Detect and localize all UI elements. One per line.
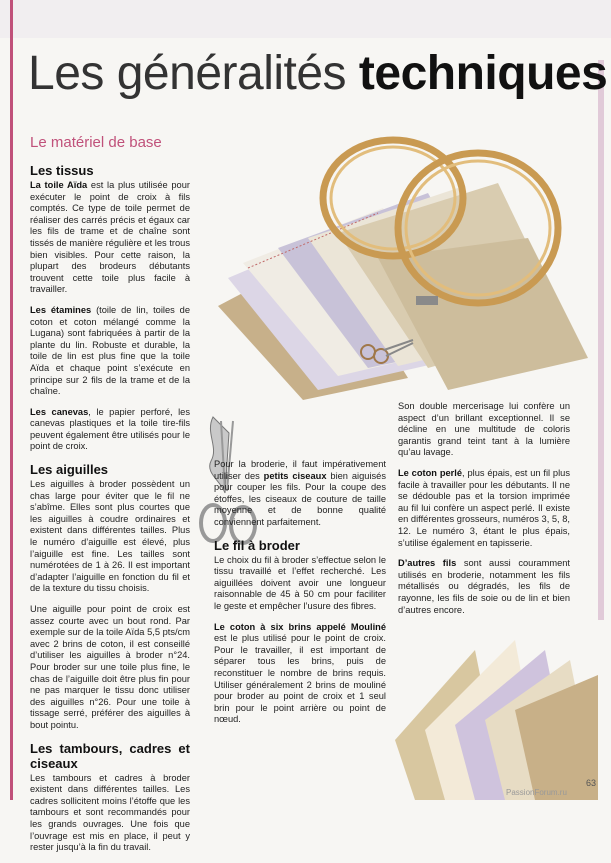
- term-aida: La toile Aïda: [30, 180, 88, 190]
- term-etamines: Les étamines: [30, 304, 92, 315]
- paragraph-autres-fils: [398, 558, 570, 616]
- title-bold: techniques: [358, 47, 608, 100]
- paragraph-etamines: [30, 305, 190, 398]
- title-light: Les généralités: [28, 47, 347, 100]
- paragraph-mouline: [214, 622, 386, 726]
- text-mouline: est le plus utilisé pour le point de croix. Pour le travailler, il est important de séparer tous les brins, puis de reconstituer le nombre de brins requis. Utiliser généralement 2 brins de mouliné pour broder au point de croix et 1 seul brin pour le point arrière ou point de nœud.: [214, 633, 386, 725]
- paragraph-aiguilles-2: Une aiguille pour point de croix est assez courte avec un bout rond. Par exemple sur de la toile Aïda 5,5 pts/cm avec 2 brins de coton, il est conseillé d’utiliser les aiguilles à broder n°24. Pour broder sur une toile plus fine, le chas de l’aiguille doit être plus fin pour ne pas marquer le tissu donc utiliser des aiguilles n°26. Pour une toile à tissage serré, préférer des aiguilles à bout pointu.: [30, 604, 190, 730]
- text-ciseaux-pre: Pour la broderie, il faut impérativement utiliser des: [214, 459, 386, 481]
- paragraph-aiguilles-1: Les aiguilles à broder possèdent un chas large pour éviter que le fil ne s’abîme. Elles sont plus courtes que les aiguilles à coudre ordinaires et existent dans différentes tailles. Plus le numéro d’aiguille est élevé, plus l’aiguille est fine. Les tailles sont numérotées de 1 à 26. Il est important d’adapter l’aiguille en fonction du fil et de la texture du tissu choisis.: [30, 479, 190, 594]
- paragraph-perle: [398, 468, 570, 549]
- watermark: PassionForum.ru: [506, 788, 567, 797]
- section-title: Le matériel de base: [30, 134, 162, 151]
- text-autres-fils: sont aussi couramment utilisés en broderie, notamment les fils métallisés ou dégradés, les fils de rayonne, les fils de soie ou de lin et bien d’autres encore.: [398, 558, 571, 615]
- term-autres-fils: D’autres fils: [398, 558, 457, 569]
- text-canevas: , le papier perforé, les canevas plastiques et la toile tire-fils peuvent également être utilisés pour le point de croix.: [30, 406, 190, 452]
- right-accent-bar: [598, 60, 604, 620]
- column-1: [30, 159, 190, 863]
- column-3: [398, 401, 570, 625]
- paragraph-aida: [30, 180, 190, 296]
- page-number: 63: [586, 778, 597, 788]
- heading-tissus: Les tissus: [30, 163, 94, 178]
- term-ciseaux: petits ciseaux: [263, 470, 327, 481]
- heading-tambours: Les tambours, cadres et ciseaux: [30, 740, 190, 771]
- fabric-fan-photo: [395, 630, 598, 800]
- heading-aiguilles: Les aiguilles: [30, 462, 109, 478]
- paragraph-tambours-1: Les tambours et cadres à broder existent dans différentes tailles. Les cadres sollicitent moins l’étoffe que les tambours et sont recommandés pour les grands ouvrages. Une fois que l’ouvrage est mis en place, il peut y rester jusqu’à la fin du travail.: [30, 772, 190, 853]
- page-title: [28, 46, 607, 102]
- text-etamines: (toile de lin, toiles de coton et coton mélangé comme la Lugana) sont fabriquées à partir de la plante du lin. Robuste et durable, la toile de lin est plus fine que la toile Aïda et chaque point s’exécute en principe sur 2 fils de la trame et de la chaîne.: [30, 304, 190, 397]
- fabrics-hoops-photo: [208, 128, 598, 400]
- paragraph-ciseaux: [214, 459, 386, 529]
- text-aida: est la plus utilisée pour exécuter le point de croix à fils comptés. Ce type de toile permet de réaliser des carrés précis et égaux car les fils de trame et de chaîne sont tissés de manière régulière et les trous bien visibles. Pour cette raison, la plupart des brodeurs débutants trouvent cette toile plus facile à travailler.: [30, 180, 190, 295]
- header-band: [0, 0, 611, 38]
- text-perle: , plus épais, est un fil plus facile à travailler pour les débutants. Il ne se dédouble pas et la torsion imprimée au fil lui confère un aspect perlé. Il existe en différentes grosseurs, numéros 3, 5, 8, 12. Le numéro 3, étant le plus épais, s’utilise également en tapisserie.: [398, 467, 570, 548]
- term-perle: Le coton perlé: [398, 467, 463, 478]
- hoop-screw: [416, 296, 438, 305]
- left-accent-bar: [10, 0, 13, 800]
- heading-fil: Le fil à broder: [214, 537, 300, 553]
- text-ciseaux-post: bien aiguisés pour couper les fils. Pour la coupe des étoffes, les ciseaux de couture de taille moyenne et de bonne qualité conviennent parfaitement.: [214, 470, 386, 527]
- paragraph-canevas: [30, 407, 190, 453]
- column-2: [214, 401, 386, 735]
- term-canevas: Les canevas: [30, 406, 89, 417]
- paragraph-mercerisage: Son double mercerisage lui confère un aspect d’un brillant exceptionnel. Il se décline en une multitude de coloris garantis grand teint tant à la lumière qu’au lavage.: [398, 401, 570, 458]
- term-mouline: Le coton à six brins appelé Mouliné: [214, 621, 386, 632]
- paragraph-fil-1: Le choix du fil à broder s’effectue selon le tissu travaillé et l’effet recherché. Les aiguillées doivent avoir une longueur raisonnable de 45 à 50 cm pour faciliter le geste et empêcher l’usure des fibres.: [214, 554, 386, 611]
